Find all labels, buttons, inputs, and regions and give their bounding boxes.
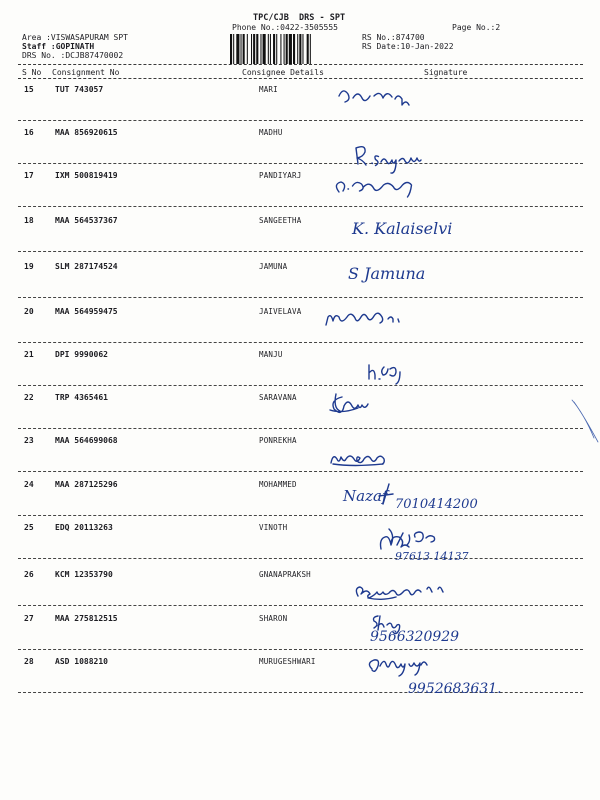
signature-murugeshwari [369, 660, 427, 676]
row-consignment: MAA 275812515 [55, 614, 118, 623]
row-consignee: JAIVELAVA [259, 307, 302, 316]
row-sno: 15 [24, 85, 34, 94]
signature-madhu [356, 147, 379, 166]
row-sno: 27 [24, 614, 34, 623]
row-sno: 25 [24, 523, 34, 532]
signature-sangeetha: K. Kalaiselvi [352, 219, 453, 238]
row-consignment: MAA 564959475 [55, 307, 118, 316]
row-consignee: GNANAPRAKSH [259, 570, 311, 579]
column-sno: S No [22, 68, 42, 77]
row-consignee: PANDIYARJ [259, 171, 302, 180]
row-consignee: MANJU [259, 350, 283, 359]
row-consignee: JAMUNA [259, 262, 288, 271]
phone-number: Phone No.:0422-3505555 [232, 23, 338, 32]
row-consignment: SLM 287174524 [55, 262, 118, 271]
rs-number: RS No.:874700 [362, 33, 425, 42]
row-consignment: IXM 500819419 [55, 171, 118, 180]
row-sno: 22 [24, 393, 34, 402]
signature-saravana [330, 394, 368, 412]
row-consignment: EDQ 20113263 [55, 523, 113, 532]
signature-gnanapraksh [356, 587, 443, 599]
signature-jamuna: S Jamuna [348, 264, 426, 283]
page-number: Page No.:2 [452, 23, 501, 32]
phone-sharon: 9566320929 [370, 629, 460, 645]
row-consignee: SANGEETHA [259, 216, 302, 225]
stray-pen-stroke [572, 400, 598, 442]
row-consignment: ASD 1088210 [55, 657, 108, 666]
area-label: Area :VISWASAPURAM SPT [22, 33, 128, 42]
row-sno: 18 [24, 216, 34, 225]
drs-number: DRS No. :DCJB87470002 [22, 51, 124, 60]
row-sno: 20 [24, 307, 34, 316]
signature-pandiyarj [336, 182, 411, 197]
row-consignment: MAA 287125296 [55, 480, 118, 489]
row-consignment: DPI 9990062 [55, 350, 108, 359]
row-consignment: MAA 564699068 [55, 436, 118, 445]
column-consignee: Consignee Details [242, 68, 324, 77]
row-sno: 26 [24, 570, 34, 579]
row-consignee: MADHU [259, 128, 283, 137]
row-consignee: MOHAMMED [259, 480, 297, 489]
row-sno: 24 [24, 480, 34, 489]
row-consignment: TUT 743057 [55, 85, 104, 94]
phone-vinoth: 97613 14137 [395, 550, 469, 563]
sheet-title: TPC/CJB DRS - SPT [253, 13, 346, 23]
row-consignee: SARAVANA [259, 393, 297, 402]
signature-jaivelava [326, 313, 399, 325]
signature-mohammed: Nazaf [343, 487, 388, 505]
phone-murugeshwari: 9952683631. [408, 681, 502, 697]
signature-text-madhu: R. Suya [354, 153, 409, 169]
row-consignee: SHARON [259, 614, 288, 623]
signature-vinoth [381, 529, 435, 549]
signature-madhu-tail [381, 158, 421, 173]
row-sno: 23 [24, 436, 34, 445]
row-consignee: PONREKHA [259, 436, 297, 445]
row-sno: 17 [24, 171, 34, 180]
row-sno: 28 [24, 657, 34, 666]
row-sno: 21 [24, 350, 34, 359]
row-consignee: MARI [259, 85, 278, 94]
row-consignee: VINOTH [259, 523, 288, 532]
row-consignment: KCM 12353790 [55, 570, 113, 579]
signature-mari [339, 91, 409, 105]
column-signature: Signature [424, 68, 468, 77]
row-sno: 19 [24, 262, 34, 271]
signature-manju [369, 365, 400, 384]
row-consignee: MURUGESHWARI [259, 657, 316, 666]
phone-mohammed: 7010414200 [395, 497, 478, 512]
row-consignment: TRP 4365461 [55, 393, 108, 402]
row-consignment: MAA 564537367 [55, 216, 118, 225]
row-consignment: MAA 856920615 [55, 128, 118, 137]
staff-label: Staff :GOPINATH [22, 42, 95, 51]
signature-ponrekha [331, 456, 384, 466]
row-sno: 16 [24, 128, 34, 137]
column-consignment: Consignment No [52, 68, 120, 77]
rs-date: RS Date:10-Jan-2022 [362, 42, 454, 51]
